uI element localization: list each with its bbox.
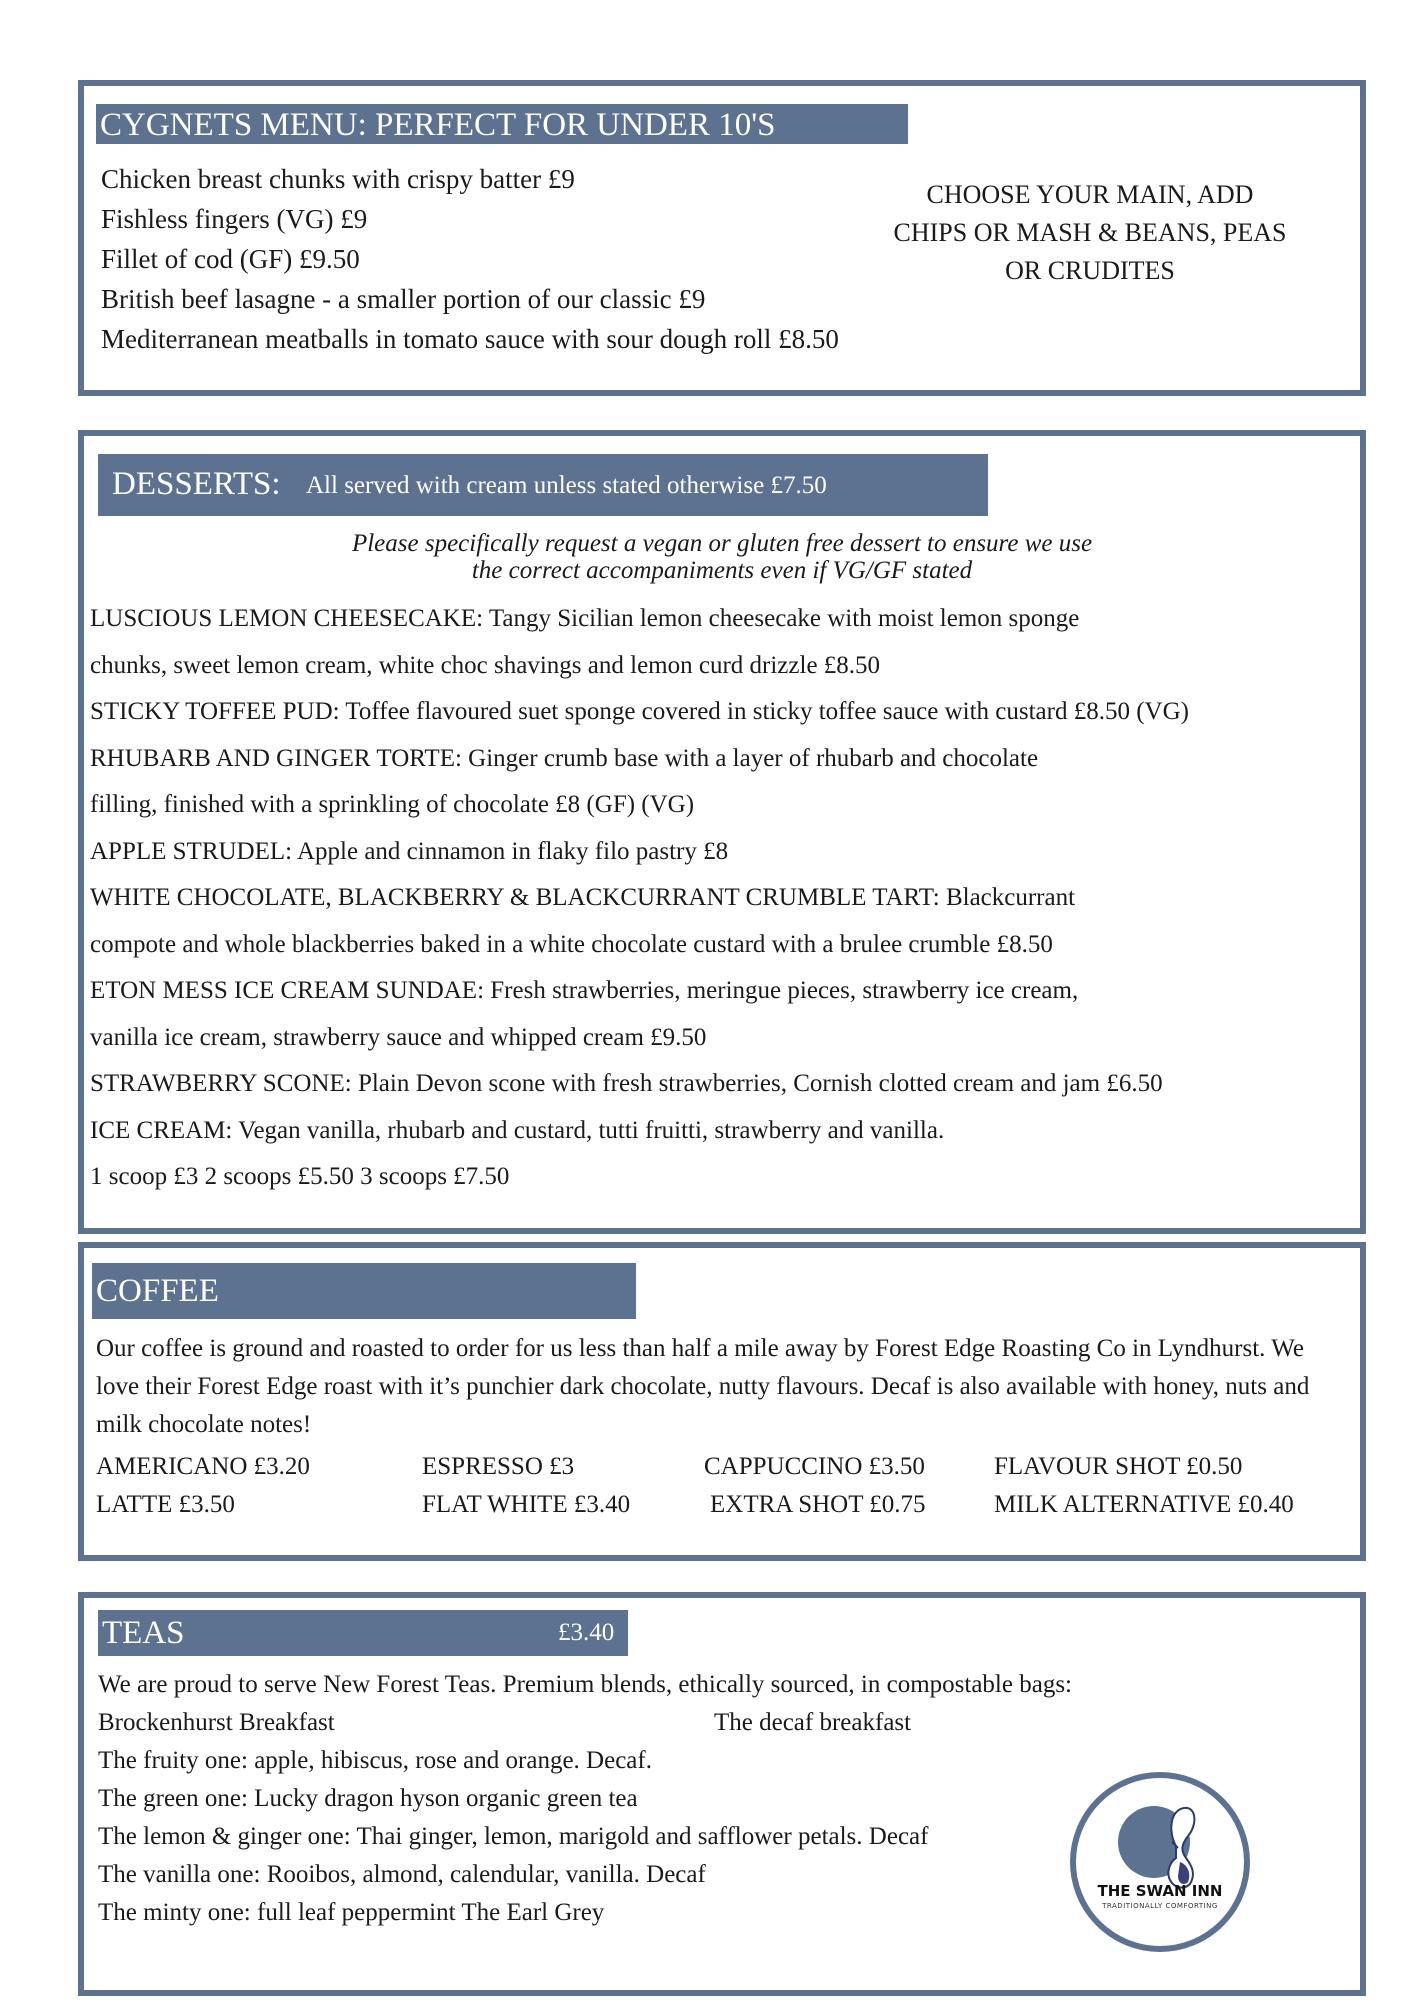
tea-item: The minty one: full leaf peppermint The Earl Grey bbox=[98, 1899, 605, 1926]
desserts-header bbox=[98, 454, 988, 516]
menu-item: Fishless fingers (VG) £9 bbox=[101, 204, 368, 234]
dessert-line: ETON MESS ICE CREAM SUNDAE: Fresh strawberries, meringue pieces, strawberry ice cream, bbox=[90, 977, 1079, 1004]
menu-item: Fillet of cod (GF) £9.50 bbox=[101, 244, 360, 274]
coffee-section bbox=[78, 1242, 1366, 1561]
logo-tagline: TRADITIONALLY COMFORTING bbox=[1102, 1902, 1218, 1910]
tea-item: Brockenhurst Breakfast bbox=[98, 1709, 335, 1736]
coffee-item: FLAVOUR SHOT £0.50 bbox=[994, 1453, 1243, 1480]
tea-item: The fruity one: apple, hibiscus, rose and orange. Decaf. bbox=[98, 1747, 652, 1774]
logo-name: THE SWAN INN bbox=[1097, 1882, 1223, 1900]
coffee-item: FLAT WHITE £3.40 bbox=[422, 1491, 631, 1518]
coffee-item: LATTE £3.50 bbox=[96, 1491, 235, 1518]
tea-item: The lemon & ginger one: Thai ginger, lemon, marigold and safflower petals. Decaf bbox=[98, 1823, 929, 1850]
dessert-line: 1 scoop £3 2 scoops £5.50 3 scoops £7.50 bbox=[90, 1163, 510, 1190]
dessert-line: chunks, sweet lemon cream, white choc shavings and lemon curd drizzle £8.50 bbox=[90, 651, 881, 679]
desserts-notice bbox=[84, 530, 1360, 584]
cygnets-menu-section bbox=[78, 80, 1366, 396]
coffee-item: ESPRESSO £3 bbox=[422, 1453, 575, 1480]
dessert-line: vanilla ice cream, strawberry sauce and whipped cream £9.50 bbox=[90, 1023, 707, 1051]
dessert-line: STRAWBERRY SCONE: Plain Devon scone with fresh strawberries, Cornish clotted cream and jam £6.50 bbox=[90, 1070, 1163, 1097]
dessert-line: filling, finished with a sprinkling of chocolate £8 (GF) (VG) bbox=[90, 791, 695, 818]
desserts-subtitle: All served with cream unless stated otherwise £7.50 bbox=[306, 472, 827, 499]
dessert-line: STICKY TOFFEE PUD: Toffee flavoured suet sponge covered in sticky toffee sauce with custard £8.50 (VG) bbox=[90, 698, 1189, 725]
coffee-item: AMERICANO £3.20 bbox=[96, 1453, 310, 1480]
cygnets-title: CYGNETS MENU: PERFECT FOR UNDER 10'S bbox=[96, 104, 908, 144]
teas-price: £3.40 bbox=[558, 1619, 615, 1646]
swan-inn-logo bbox=[1070, 1772, 1250, 1952]
menu-item: British beef lasagne - a smaller portion of our classic £9 bbox=[101, 284, 706, 314]
teas-title: TEAS bbox=[102, 1615, 185, 1651]
dessert-line: LUSCIOUS LEMON CHEESECAKE: Tangy Sicilian lemon cheesecake with moist lemon sponge bbox=[90, 605, 1080, 632]
swan-icon bbox=[1162, 1802, 1202, 1892]
note-line: CHOOSE YOUR MAIN, ADD bbox=[926, 180, 1254, 209]
coffee-description: Our coffee is ground and roasted to order for us less than half a mile away by Forest Edge Roasting Co in Lyndhurst. We love their Forest Edge roast with it’s punchier dark chocolate, nutty flavours. Decaf is also available with honey, nuts and milk chocolate notes! bbox=[96, 1335, 1310, 1438]
notice-line: the correct accompaniments even if VG/GF stated bbox=[471, 557, 973, 584]
menu-item: Chicken breast chunks with crispy batter £9 bbox=[101, 164, 575, 194]
dessert-line: ICE CREAM: Vegan vanilla, rhubarb and custard, tutti fruitti, strawberry and vanilla. bbox=[90, 1116, 945, 1144]
teas-intro: We are proud to serve New Forest Teas. Premium blends, ethically sourced, in compostable bags: bbox=[98, 1671, 1072, 1698]
desserts-title: DESSERTS: bbox=[112, 466, 281, 502]
coffee-title: COFFEE bbox=[92, 1263, 636, 1319]
coffee-item: EXTRA SHOT £0.75 bbox=[710, 1491, 926, 1518]
dessert-line: compote and whole blackberries baked in a white chocolate custard with a brulee crumble £8.50 bbox=[90, 930, 1053, 958]
dessert-line: WHITE CHOCOLATE, BLACKBERRY & BLACKCURRANT CRUMBLE TART: Blackcurrant bbox=[90, 884, 1076, 911]
tea-item-decaf: The decaf breakfast bbox=[714, 1709, 912, 1736]
menu-item: Mediterranean meatballs in tomato sauce with sour dough roll £8.50 bbox=[101, 324, 839, 354]
tea-item: The vanilla one: Rooibos, almond, calendular, vanilla. Decaf bbox=[98, 1861, 706, 1888]
note-line: OR CRUDITES bbox=[1005, 256, 1175, 285]
coffee-item: MILK ALTERNATIVE £0.40 bbox=[994, 1491, 1294, 1518]
cygnets-items bbox=[101, 159, 839, 359]
note-line: CHIPS OR MASH & BEANS, PEAS bbox=[893, 218, 1287, 247]
teas-header bbox=[98, 1610, 628, 1656]
cygnets-note bbox=[860, 176, 1320, 290]
coffee-item: CAPPUCCINO £3.50 bbox=[704, 1453, 925, 1480]
desserts-section bbox=[78, 430, 1366, 1234]
notice-line: Please specifically request a vegan or gluten free dessert to ensure we use bbox=[351, 530, 1093, 557]
desserts-list bbox=[90, 596, 1189, 1201]
dessert-line: APPLE STRUDEL: Apple and cinnamon in flaky filo pastry £8 bbox=[90, 837, 729, 865]
dessert-line: RHUBARB AND GINGER TORTE: Ginger crumb base with a layer of rhubarb and chocolate bbox=[90, 744, 1039, 772]
tea-item: The green one: Lucky dragon hyson organic green tea bbox=[98, 1785, 638, 1812]
